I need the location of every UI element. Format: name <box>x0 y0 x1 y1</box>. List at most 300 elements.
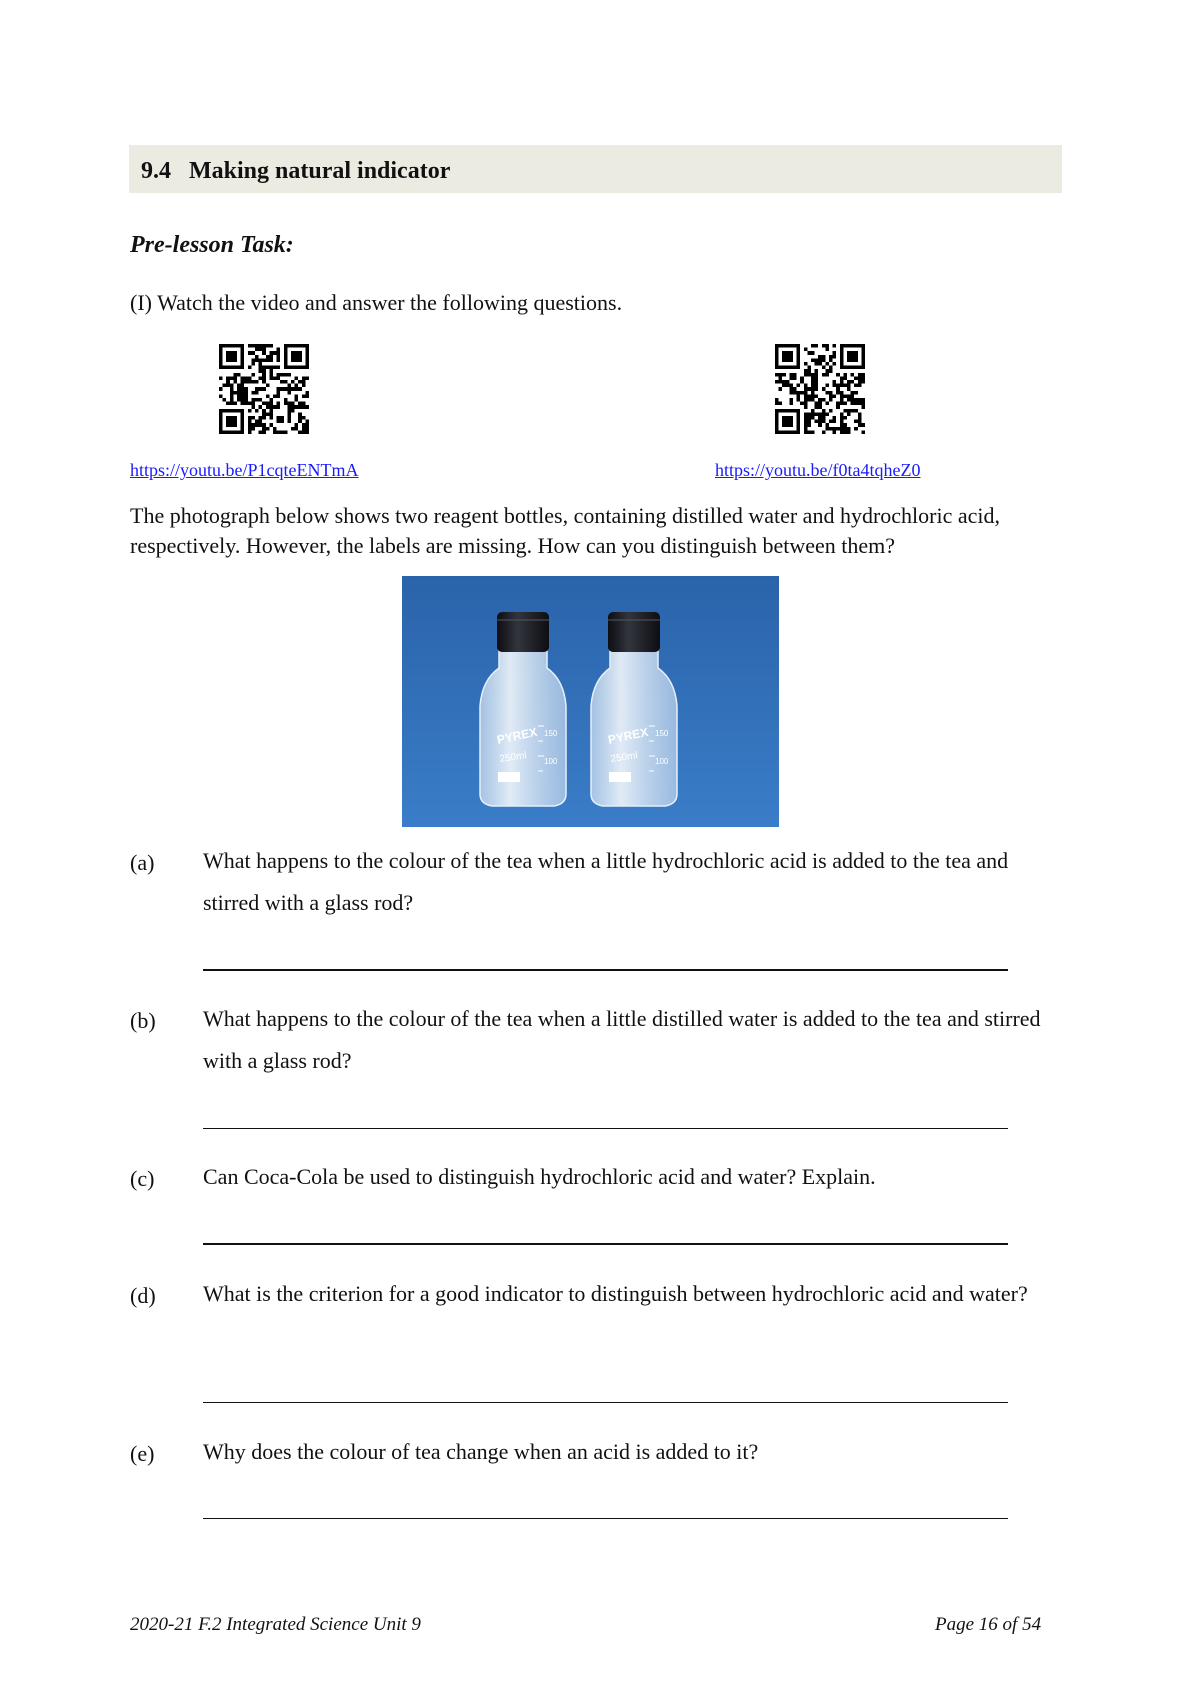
qr-module <box>789 376 793 380</box>
qr-module <box>262 380 266 384</box>
qr-module <box>815 387 819 391</box>
qr-module <box>786 416 790 420</box>
qr-module <box>287 387 291 391</box>
qr-module <box>854 427 858 431</box>
qr-module <box>807 398 811 402</box>
qr-module <box>782 373 786 377</box>
qr-module <box>284 344 288 348</box>
qr-module <box>804 384 808 388</box>
qr-module <box>284 387 288 391</box>
qr-module <box>255 355 259 359</box>
qr-module <box>807 366 811 370</box>
qr-module <box>302 384 306 388</box>
qr-module <box>230 344 234 348</box>
qr-module <box>775 380 779 384</box>
qr-module <box>775 412 779 416</box>
qr-module <box>241 412 245 416</box>
qr-module <box>280 380 284 384</box>
qr-module <box>284 362 288 366</box>
qr-module <box>284 351 288 355</box>
qr-module <box>854 366 858 370</box>
qr-module <box>833 344 837 348</box>
qr-module <box>858 402 862 406</box>
qr-module <box>811 351 815 355</box>
qr-module <box>259 362 263 366</box>
qr-module <box>825 373 829 377</box>
qr-module <box>219 409 223 413</box>
qr-module <box>797 348 801 352</box>
qr-module <box>804 387 808 391</box>
qr-module <box>233 366 237 370</box>
qr-module <box>847 358 851 362</box>
qr-module <box>797 355 801 359</box>
qr-module <box>818 355 822 359</box>
qr-module <box>230 409 234 413</box>
qr-module <box>241 358 245 362</box>
qr-module <box>822 416 826 420</box>
qr-module <box>782 384 786 388</box>
qr-module <box>223 384 227 388</box>
video-link-2[interactable]: https://youtu.be/f0ta4tqheZ0 <box>715 460 921 480</box>
qr-module <box>822 420 826 424</box>
qr-module <box>782 409 786 413</box>
qr-module <box>248 423 252 427</box>
qr-module <box>825 412 829 416</box>
qr-module <box>843 423 847 427</box>
qr-module <box>302 344 306 348</box>
qr-module <box>241 348 245 352</box>
qr-module <box>223 366 227 370</box>
intro-paragraph: The photograph below shows two reagent bottles, containing distilled water and hydrochloric acid, respectively. However, the labels are missing. How can you distinguish between them? <box>130 503 1000 558</box>
qr-module <box>226 384 230 388</box>
qr-module <box>233 409 237 413</box>
qr-module <box>291 358 295 362</box>
qr-module <box>291 427 295 431</box>
qr-module <box>248 351 252 355</box>
qr-module <box>789 387 793 391</box>
qr-module <box>804 369 808 373</box>
right-bottle-mark-100: 100 <box>655 757 669 766</box>
qr-module <box>815 362 819 366</box>
qr-module <box>284 430 288 434</box>
qr-module <box>277 387 281 391</box>
qr-module <box>804 348 808 352</box>
qr-module <box>219 358 223 362</box>
qr-module <box>847 409 851 413</box>
left-bottle-mark-100: 100 <box>544 757 558 766</box>
qr-module <box>836 387 840 391</box>
qr-module <box>226 376 230 380</box>
qr-module <box>789 402 793 406</box>
qr-module <box>843 416 847 420</box>
qr-module <box>840 380 844 384</box>
qr-module <box>786 384 790 388</box>
qr-module <box>273 376 277 380</box>
qr-module <box>861 380 865 384</box>
qr-module <box>298 405 302 409</box>
answer-line-c[interactable] <box>203 1243 1008 1245</box>
qr-module <box>233 344 237 348</box>
qr-module <box>230 430 234 434</box>
qr-module <box>302 394 306 398</box>
qr-module <box>822 412 826 416</box>
qr-module <box>219 387 223 391</box>
qr-module <box>775 348 779 352</box>
qr-code-2[interactable] <box>775 344 865 434</box>
qr-module <box>248 380 252 384</box>
section-number: 9.4 <box>141 158 171 184</box>
qr-module <box>843 376 847 380</box>
qr-module <box>298 430 302 434</box>
qr-module <box>811 391 815 395</box>
qr-module <box>825 369 829 373</box>
qr-module <box>226 430 230 434</box>
qr-module <box>277 366 281 370</box>
qr-module <box>230 402 234 406</box>
qr-module <box>277 420 281 424</box>
qr-module <box>804 420 808 424</box>
qr-module <box>789 366 793 370</box>
qr-module <box>266 402 270 406</box>
qr-module <box>237 391 241 395</box>
qr-module <box>259 405 263 409</box>
qr-module <box>287 409 291 413</box>
qr-module <box>793 391 797 395</box>
qr-module <box>291 355 295 359</box>
qr-module <box>287 416 291 420</box>
qr-module <box>298 416 302 420</box>
qr-module <box>248 376 252 380</box>
qr-module <box>815 412 819 416</box>
qr-module <box>858 416 862 420</box>
qr-module <box>273 394 277 398</box>
question-b-label: (b) <box>130 1008 156 1033</box>
qr-module <box>800 376 804 380</box>
qr-module <box>233 351 237 355</box>
qr-module <box>807 369 811 373</box>
qr-module <box>230 398 234 402</box>
qr-module <box>789 344 793 348</box>
qr-module <box>847 384 851 388</box>
qr-module <box>815 384 819 388</box>
qr-module <box>262 427 266 431</box>
answer-line-a[interactable] <box>203 969 1008 971</box>
qr-module <box>305 427 309 431</box>
qr-module <box>854 376 858 380</box>
qr-module <box>255 387 259 391</box>
qr-module <box>251 402 255 406</box>
qr-module <box>230 394 234 398</box>
question-c-label: (c) <box>130 1166 155 1191</box>
qr-module <box>233 391 237 395</box>
qr-module <box>775 366 779 370</box>
qr-module <box>829 355 833 359</box>
qr-module <box>284 348 288 352</box>
question-d-label: (d) <box>130 1283 156 1308</box>
qr-module <box>295 387 299 391</box>
qr-module <box>295 355 299 359</box>
qr-module <box>287 344 291 348</box>
qr-module <box>825 391 829 395</box>
qr-module <box>825 344 829 348</box>
qr-module <box>807 416 811 420</box>
qr-module <box>807 387 811 391</box>
qr-module <box>797 384 801 388</box>
qr-module <box>840 402 844 406</box>
qr-module <box>775 420 779 424</box>
qr-module <box>793 366 797 370</box>
qr-module <box>779 402 783 406</box>
qr-module <box>843 373 847 377</box>
qr-module <box>259 387 263 391</box>
qr-module <box>259 369 263 373</box>
qr-module <box>843 409 847 413</box>
qr-module <box>262 369 266 373</box>
qr-module <box>280 416 284 420</box>
qr-module <box>226 409 230 413</box>
qr-module <box>804 362 808 366</box>
qr-module <box>284 358 288 362</box>
qr-module <box>262 358 266 362</box>
qr-module <box>789 358 793 362</box>
qr-module <box>248 416 252 420</box>
qr-module <box>251 423 255 427</box>
question-e-text: Why does the colour of tea change when an acid is added to it? <box>203 1439 759 1464</box>
qr-module <box>797 391 801 395</box>
reagent-bottles-photo <box>402 576 779 827</box>
qr-module <box>230 387 234 391</box>
qr-module <box>241 394 245 398</box>
qr-module <box>804 398 808 402</box>
qr-module <box>233 373 237 377</box>
qr-module <box>241 430 245 434</box>
qr-module <box>815 376 819 380</box>
qr-module <box>833 416 837 420</box>
qr-module <box>854 391 858 395</box>
qr-module <box>786 358 790 362</box>
qr-module <box>251 373 255 377</box>
answer-line-e[interactable] <box>203 1518 1008 1519</box>
qr-module <box>847 427 851 431</box>
qr-module <box>797 412 801 416</box>
qr-module <box>241 416 245 420</box>
qr-module <box>305 366 309 370</box>
answer-line-d[interactable] <box>203 1402 1008 1403</box>
qr-module <box>818 358 822 362</box>
qr-module <box>847 412 851 416</box>
qr-module <box>840 430 844 434</box>
qr-module <box>779 376 783 380</box>
qr-module <box>277 402 281 406</box>
qr-module <box>811 387 815 391</box>
left-bottle-mark-150: 150 <box>544 729 558 738</box>
qr-module <box>295 344 299 348</box>
qr-module <box>786 355 790 359</box>
qr-module <box>836 402 840 406</box>
qr-module <box>818 412 822 416</box>
qr-module <box>840 366 844 370</box>
qr-module <box>269 376 273 380</box>
qr-module <box>804 427 808 431</box>
qr-module <box>262 409 266 413</box>
qr-module <box>298 344 302 348</box>
qr-module <box>241 362 245 366</box>
qr-module <box>797 409 801 413</box>
qr-module <box>233 416 237 420</box>
qr-module <box>840 362 844 366</box>
qr-module <box>241 366 245 370</box>
qr-module <box>861 348 865 352</box>
qr-module <box>851 344 855 348</box>
qr-module <box>219 427 223 431</box>
qr-module <box>233 358 237 362</box>
qr-module <box>815 402 819 406</box>
qr-module <box>298 366 302 370</box>
qr-module <box>291 409 295 413</box>
qr-module <box>861 362 865 366</box>
qr-module <box>255 398 259 402</box>
qr-module <box>793 373 797 377</box>
qr-module <box>797 398 801 402</box>
qr-module <box>797 351 801 355</box>
qr-module <box>295 376 299 380</box>
qr-module <box>251 380 255 384</box>
qr-module <box>219 376 223 380</box>
qr-module <box>298 380 302 384</box>
qr-module <box>807 373 811 377</box>
qr-module <box>818 423 822 427</box>
qr-module <box>273 430 277 434</box>
qr-module <box>854 398 858 402</box>
qr-module <box>262 344 266 348</box>
qr-module <box>847 351 851 355</box>
qr-module <box>305 391 309 395</box>
qr-module <box>287 373 291 377</box>
qr-module <box>822 355 826 359</box>
qr-module <box>782 366 786 370</box>
qr-module <box>248 409 252 413</box>
qr-module <box>779 430 783 434</box>
qr-module <box>241 384 245 388</box>
qr-module <box>789 355 793 359</box>
qr-module <box>811 412 815 416</box>
qr-module <box>793 430 797 434</box>
answer-line-b[interactable] <box>203 1128 1008 1129</box>
qr-module <box>811 398 815 402</box>
qr-module <box>825 384 829 388</box>
qr-module <box>266 405 270 409</box>
qr-module <box>793 376 797 380</box>
qr-module <box>811 373 815 377</box>
qr-module <box>782 430 786 434</box>
qr-module <box>244 387 248 391</box>
qr-module <box>804 412 808 416</box>
qr-module <box>291 402 295 406</box>
qr-module <box>840 420 844 424</box>
qr-module <box>815 380 819 384</box>
qr-module <box>807 423 811 427</box>
qr-module <box>255 344 259 348</box>
qr-module <box>815 373 819 377</box>
qr-module <box>858 398 862 402</box>
qr-module <box>861 398 865 402</box>
qr-module <box>277 391 281 395</box>
video-link-1[interactable]: https://youtu.be/P1cqteENTmA <box>130 460 359 480</box>
qr-module <box>851 391 855 395</box>
qr-module <box>305 430 309 434</box>
qr-module <box>804 416 808 420</box>
qr-module <box>789 398 793 402</box>
qr-module <box>836 373 840 377</box>
qr-module <box>797 416 801 420</box>
qr-module <box>233 402 237 406</box>
qr-module <box>233 376 237 380</box>
qr-module <box>815 394 819 398</box>
qr-module <box>262 366 266 370</box>
qr-module <box>295 358 299 362</box>
qr-module <box>237 373 241 377</box>
qr-module <box>822 398 826 402</box>
qr-module <box>280 373 284 377</box>
qr-module <box>861 351 865 355</box>
qr-module <box>223 398 227 402</box>
qr-module <box>843 394 847 398</box>
qr-module <box>829 427 833 431</box>
qr-module <box>230 416 234 420</box>
qr-module <box>266 355 270 359</box>
qr-module <box>266 366 270 370</box>
qr-module <box>861 405 865 409</box>
pre-lesson-instruction: (I) Watch the video and answer the following questions. <box>130 290 623 315</box>
qr-module <box>797 362 801 366</box>
qr-module <box>811 430 815 434</box>
qr-module <box>305 423 309 427</box>
qr-module <box>789 416 793 420</box>
qr-module <box>861 430 865 434</box>
qr-module <box>230 366 234 370</box>
qr-module <box>305 394 309 398</box>
qr-module <box>262 373 266 377</box>
qr-module <box>782 423 786 427</box>
qr-module <box>266 358 270 362</box>
qr-module <box>804 430 808 434</box>
qr-module <box>833 430 837 434</box>
qr-module <box>277 405 281 409</box>
qr-module <box>847 387 851 391</box>
qr-module <box>226 420 230 424</box>
qr-module <box>284 402 288 406</box>
qr-module <box>255 380 259 384</box>
qr-module <box>269 412 273 416</box>
qr-module <box>259 420 263 424</box>
qr-module <box>861 366 865 370</box>
qr-module <box>789 423 793 427</box>
qr-module <box>840 412 844 416</box>
qr-module <box>807 430 811 434</box>
qr-module <box>789 409 793 413</box>
qr-module <box>277 394 281 398</box>
qr-module <box>854 409 858 413</box>
qr-module <box>255 409 259 413</box>
qr-module <box>775 430 779 434</box>
qr-module <box>779 344 783 348</box>
qr-code-1[interactable] <box>219 344 309 434</box>
qr-module <box>861 373 865 377</box>
qr-module <box>230 384 234 388</box>
qr-module <box>273 405 277 409</box>
qr-module <box>226 423 230 427</box>
qr-module <box>840 427 844 431</box>
